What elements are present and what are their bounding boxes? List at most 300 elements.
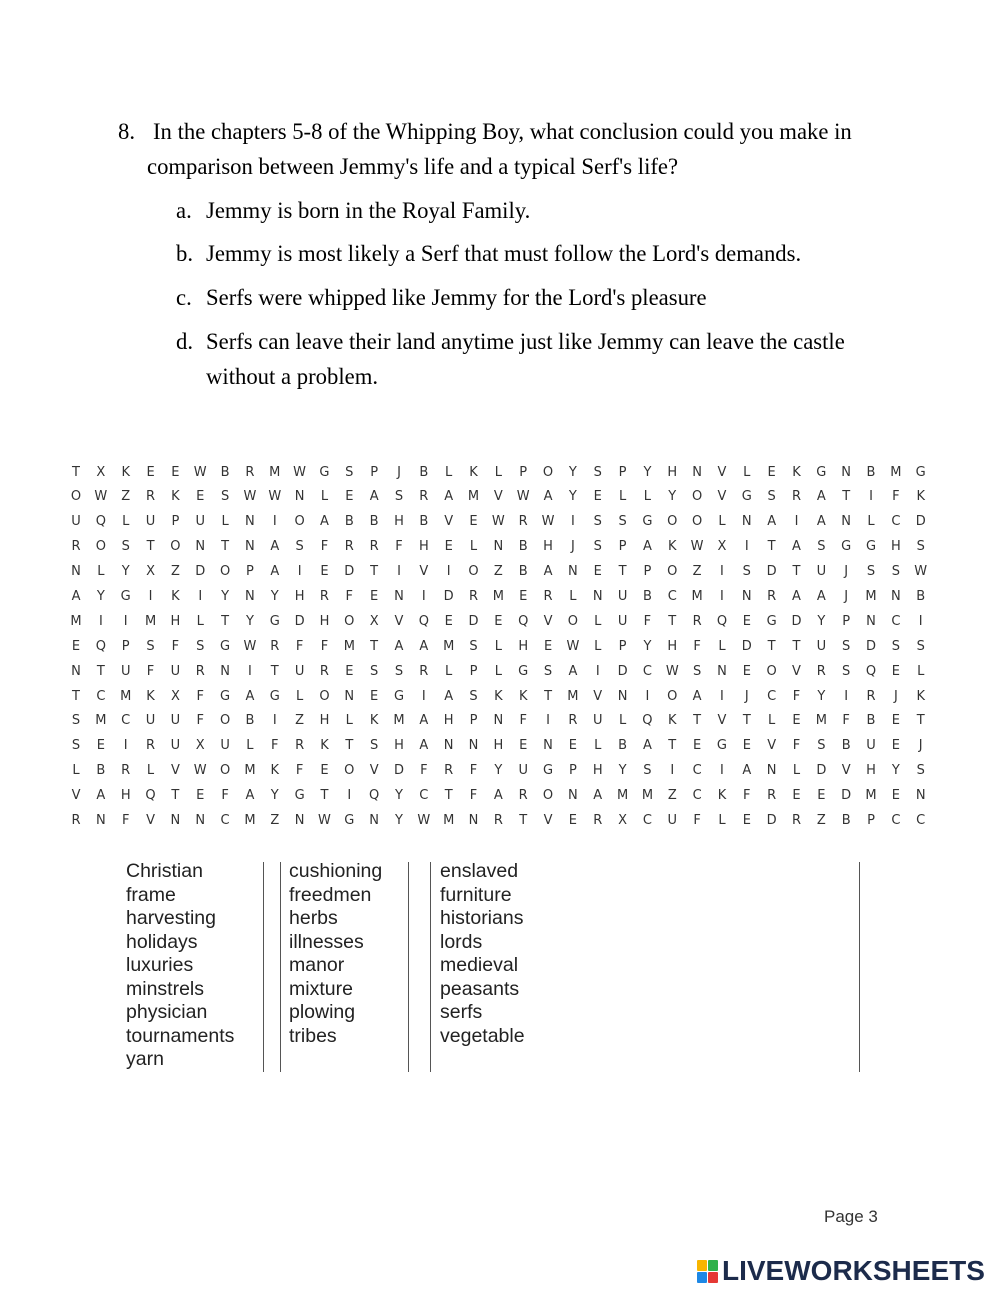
- grid-letter[interactable]: E: [891, 738, 900, 754]
- grid-letter[interactable]: Y: [817, 613, 826, 629]
- grid-letter[interactable]: A: [792, 588, 801, 604]
- grid-letter[interactable]: S: [692, 663, 702, 679]
- grid-letter[interactable]: D: [393, 763, 404, 779]
- grid-letter[interactable]: M: [120, 688, 132, 704]
- grid-letter[interactable]: W: [293, 464, 307, 480]
- grid-letter[interactable]: B: [419, 514, 429, 530]
- grid-letter[interactable]: C: [891, 514, 901, 530]
- grid-letter[interactable]: A: [593, 788, 603, 804]
- grid-letter[interactable]: K: [717, 788, 727, 804]
- grid-letter[interactable]: I: [123, 738, 128, 754]
- grid-letter[interactable]: F: [469, 763, 478, 779]
- grid-letter[interactable]: F: [320, 539, 329, 555]
- grid-letter[interactable]: G: [269, 688, 280, 704]
- grid-letter[interactable]: I: [869, 489, 873, 505]
- grid-letter[interactable]: A: [419, 713, 429, 729]
- grid-letter[interactable]: N: [866, 613, 876, 629]
- grid-letter[interactable]: S: [469, 688, 478, 704]
- grid-letter[interactable]: N: [394, 588, 404, 604]
- grid-letter[interactable]: Y: [817, 688, 826, 704]
- grid-letter[interactable]: M: [244, 763, 256, 779]
- grid-letter[interactable]: S: [817, 738, 826, 754]
- grid-letter[interactable]: F: [345, 588, 354, 604]
- grid-letter[interactable]: P: [469, 713, 478, 729]
- grid-letter[interactable]: S: [916, 638, 925, 654]
- grid-letter[interactable]: U: [816, 564, 827, 580]
- grid-letter[interactable]: A: [816, 489, 826, 505]
- grid-letter[interactable]: I: [720, 763, 724, 779]
- grid-letter[interactable]: P: [618, 464, 627, 480]
- grid-letter[interactable]: T: [370, 564, 379, 580]
- grid-letter[interactable]: G: [841, 539, 852, 555]
- grid-letter[interactable]: L: [718, 812, 726, 828]
- grid-letter[interactable]: H: [443, 713, 454, 729]
- grid-letter[interactable]: A: [742, 763, 752, 779]
- grid-letter[interactable]: M: [269, 464, 281, 480]
- grid-letter[interactable]: C: [891, 613, 901, 629]
- grid-letter[interactable]: D: [766, 564, 777, 580]
- grid-letter[interactable]: G: [269, 613, 280, 629]
- grid-letter[interactable]: F: [420, 763, 428, 779]
- grid-letter[interactable]: I: [123, 613, 128, 629]
- grid-letter[interactable]: C: [692, 788, 702, 804]
- grid-letter[interactable]: G: [915, 464, 926, 480]
- grid-letter[interactable]: F: [792, 688, 801, 704]
- grid-letter[interactable]: A: [270, 539, 280, 555]
- grid-letter[interactable]: E: [593, 489, 602, 505]
- grid-letter[interactable]: O: [344, 763, 355, 779]
- grid-letter[interactable]: N: [568, 788, 578, 804]
- grid-letter[interactable]: Y: [395, 812, 403, 828]
- grid-letter[interactable]: L: [221, 514, 229, 530]
- grid-letter[interactable]: L: [494, 638, 502, 654]
- grid-letter[interactable]: C: [916, 812, 926, 828]
- grid-letter[interactable]: N: [766, 763, 777, 779]
- grid-letter[interactable]: R: [692, 613, 702, 629]
- grid-letter[interactable]: F: [295, 638, 304, 654]
- grid-letter[interactable]: N: [245, 588, 255, 604]
- grid-letter[interactable]: R: [319, 588, 329, 604]
- grid-letter[interactable]: C: [767, 688, 777, 704]
- grid-letter[interactable]: F: [171, 638, 180, 654]
- grid-letter[interactable]: N: [692, 464, 702, 480]
- grid-letter[interactable]: V: [493, 489, 503, 505]
- grid-letter[interactable]: G: [543, 763, 554, 779]
- grid-letter[interactable]: D: [816, 763, 827, 779]
- grid-letter[interactable]: A: [369, 489, 379, 505]
- grid-letter[interactable]: L: [618, 489, 627, 505]
- grid-letter[interactable]: G: [518, 663, 529, 679]
- grid-letter[interactable]: Y: [568, 489, 577, 505]
- grid-letter[interactable]: A: [245, 788, 255, 804]
- grid-letter[interactable]: L: [618, 713, 627, 729]
- grid-letter[interactable]: L: [445, 464, 453, 480]
- grid-letter[interactable]: H: [418, 539, 429, 555]
- grid-letter[interactable]: O: [170, 539, 181, 555]
- option-a[interactable]: [176, 193, 886, 228]
- grid-letter[interactable]: W: [193, 464, 207, 480]
- grid-letter[interactable]: P: [618, 638, 627, 654]
- grid-letter[interactable]: N: [468, 812, 479, 828]
- grid-letter[interactable]: L: [196, 613, 204, 629]
- grid-letter[interactable]: F: [693, 638, 701, 654]
- grid-letter[interactable]: S: [394, 489, 404, 505]
- grid-letter[interactable]: F: [693, 812, 701, 828]
- grid-letter[interactable]: B: [841, 738, 851, 754]
- grid-letter[interactable]: N: [245, 514, 255, 530]
- grid-letter[interactable]: U: [294, 663, 305, 679]
- grid-letter[interactable]: T: [767, 638, 776, 654]
- grid-letter[interactable]: T: [146, 539, 155, 555]
- grid-letter[interactable]: W: [491, 514, 505, 530]
- grid-letter[interactable]: T: [444, 788, 453, 804]
- grid-letter[interactable]: E: [370, 688, 379, 704]
- grid-letter[interactable]: F: [146, 663, 155, 679]
- grid-letter[interactable]: I: [421, 688, 426, 704]
- grid-letter[interactable]: Q: [518, 613, 529, 629]
- grid-letter[interactable]: N: [195, 812, 206, 828]
- grid-letter[interactable]: T: [693, 713, 702, 729]
- grid-letter[interactable]: X: [146, 564, 155, 580]
- grid-letter[interactable]: N: [71, 564, 81, 580]
- grid-letter[interactable]: C: [667, 588, 677, 604]
- grid-letter[interactable]: L: [594, 738, 602, 754]
- grid-letter[interactable]: C: [642, 663, 652, 679]
- grid-letter[interactable]: V: [767, 738, 777, 754]
- grid-letter[interactable]: H: [493, 738, 504, 754]
- grid-letter[interactable]: O: [667, 688, 678, 704]
- grid-letter[interactable]: Y: [245, 613, 254, 629]
- grid-letter[interactable]: A: [493, 788, 503, 804]
- grid-letter[interactable]: S: [842, 663, 851, 679]
- grid-letter[interactable]: I: [844, 688, 849, 704]
- grid-letter[interactable]: U: [170, 713, 181, 729]
- grid-letter[interactable]: A: [568, 663, 578, 679]
- grid-letter[interactable]: H: [667, 464, 678, 480]
- grid-letter[interactable]: B: [369, 514, 379, 530]
- grid-letter[interactable]: J: [918, 738, 923, 754]
- grid-letter[interactable]: U: [617, 588, 628, 604]
- grid-letter[interactable]: U: [145, 713, 156, 729]
- grid-letter[interactable]: Z: [121, 489, 131, 505]
- grid-letter[interactable]: R: [71, 539, 81, 555]
- grid-letter[interactable]: B: [618, 738, 628, 754]
- grid-letter[interactable]: I: [272, 514, 277, 530]
- grid-letter[interactable]: P: [519, 464, 528, 480]
- grid-letter[interactable]: S: [593, 464, 602, 480]
- grid-letter[interactable]: H: [294, 588, 305, 604]
- grid-letter[interactable]: N: [617, 688, 628, 704]
- grid-letter[interactable]: R: [245, 464, 255, 480]
- grid-letter[interactable]: A: [543, 489, 553, 505]
- grid-letter[interactable]: T: [72, 688, 80, 704]
- grid-letter[interactable]: R: [791, 812, 801, 828]
- grid-letter[interactable]: Y: [96, 588, 105, 604]
- grid-letter[interactable]: L: [122, 514, 130, 530]
- grid-letter[interactable]: L: [594, 638, 602, 654]
- grid-letter[interactable]: H: [394, 514, 404, 530]
- grid-letter[interactable]: K: [469, 464, 478, 480]
- grid-letter[interactable]: M: [393, 713, 405, 729]
- grid-letter[interactable]: S: [370, 663, 379, 679]
- grid-letter[interactable]: B: [916, 588, 926, 604]
- grid-letter[interactable]: F: [743, 788, 751, 804]
- grid-letter[interactable]: P: [842, 613, 851, 629]
- grid-letter[interactable]: X: [369, 613, 379, 629]
- grid-letter[interactable]: I: [248, 663, 252, 679]
- grid-letter[interactable]: C: [121, 713, 131, 729]
- grid-letter[interactable]: R: [593, 812, 603, 828]
- grid-letter[interactable]: D: [741, 638, 752, 654]
- grid-letter[interactable]: E: [71, 638, 81, 654]
- grid-letter[interactable]: R: [419, 489, 429, 505]
- grid-letter[interactable]: I: [595, 663, 600, 679]
- grid-letter[interactable]: R: [295, 738, 305, 754]
- grid-letter[interactable]: O: [468, 564, 479, 580]
- grid-letter[interactable]: I: [272, 713, 277, 729]
- grid-letter[interactable]: L: [320, 489, 329, 505]
- grid-letter[interactable]: D: [195, 564, 206, 580]
- grid-letter[interactable]: K: [320, 738, 329, 754]
- grid-letter[interactable]: G: [220, 688, 231, 704]
- grid-letter[interactable]: E: [568, 738, 577, 754]
- grid-letter[interactable]: T: [668, 613, 677, 629]
- grid-letter[interactable]: K: [518, 688, 528, 704]
- liveworksheets-logo[interactable]: [697, 1256, 985, 1286]
- grid-letter[interactable]: A: [419, 638, 429, 654]
- grid-letter[interactable]: V: [170, 763, 180, 779]
- grid-letter[interactable]: S: [643, 763, 652, 779]
- grid-letter[interactable]: I: [720, 564, 724, 580]
- grid-letter[interactable]: A: [444, 489, 454, 505]
- grid-letter[interactable]: N: [568, 564, 578, 580]
- grid-letter[interactable]: I: [297, 564, 302, 580]
- grid-letter[interactable]: T: [544, 688, 553, 704]
- grid-letter[interactable]: A: [816, 514, 826, 530]
- grid-letter[interactable]: U: [592, 713, 603, 729]
- grid-letter[interactable]: L: [718, 514, 726, 530]
- grid-letter[interactable]: N: [741, 514, 752, 530]
- grid-letter[interactable]: H: [543, 539, 553, 555]
- grid-letter[interactable]: V: [71, 788, 81, 804]
- grid-letter[interactable]: H: [120, 788, 131, 804]
- grid-letter[interactable]: F: [271, 738, 279, 754]
- grid-letter[interactable]: R: [468, 588, 479, 604]
- grid-letter[interactable]: J: [570, 539, 575, 555]
- grid-letter[interactable]: E: [543, 638, 553, 654]
- grid-letter[interactable]: A: [543, 564, 553, 580]
- grid-letter[interactable]: L: [643, 489, 652, 505]
- grid-letter[interactable]: A: [270, 564, 280, 580]
- grid-letter[interactable]: A: [444, 688, 454, 704]
- grid-letter[interactable]: L: [246, 738, 254, 754]
- grid-letter[interactable]: Q: [145, 788, 156, 804]
- grid-letter[interactable]: Q: [642, 713, 653, 729]
- grid-letter[interactable]: L: [594, 613, 602, 629]
- grid-letter[interactable]: W: [243, 638, 257, 654]
- grid-letter[interactable]: A: [642, 539, 652, 555]
- grid-letter[interactable]: U: [170, 738, 181, 754]
- grid-letter[interactable]: B: [96, 763, 106, 779]
- grid-letter[interactable]: N: [468, 738, 479, 754]
- grid-letter[interactable]: T: [171, 788, 180, 804]
- grid-letter[interactable]: A: [245, 688, 255, 704]
- grid-letter[interactable]: E: [171, 464, 180, 480]
- grid-letter[interactable]: V: [717, 489, 727, 505]
- grid-letter[interactable]: P: [171, 514, 180, 530]
- grid-letter[interactable]: F: [643, 613, 652, 629]
- grid-letter[interactable]: A: [792, 539, 801, 555]
- grid-letter[interactable]: N: [245, 539, 255, 555]
- grid-letter[interactable]: P: [643, 564, 652, 580]
- grid-letter[interactable]: E: [767, 464, 776, 480]
- grid-letter[interactable]: V: [444, 514, 454, 530]
- grid-letter[interactable]: R: [319, 663, 329, 679]
- grid-letter[interactable]: Z: [270, 812, 280, 828]
- grid-letter[interactable]: E: [370, 588, 379, 604]
- grid-letter[interactable]: U: [518, 763, 528, 779]
- grid-letter[interactable]: Z: [816, 812, 826, 828]
- grid-letter[interactable]: T: [742, 713, 751, 729]
- grid-letter[interactable]: L: [72, 763, 80, 779]
- grid-letter[interactable]: D: [766, 812, 777, 828]
- grid-letter[interactable]: M: [467, 489, 480, 505]
- grid-letter[interactable]: P: [246, 564, 254, 580]
- grid-letter[interactable]: M: [492, 588, 504, 604]
- grid-letter[interactable]: K: [668, 713, 677, 729]
- grid-letter[interactable]: B: [518, 539, 528, 555]
- grid-letter[interactable]: F: [892, 489, 900, 505]
- grid-letter[interactable]: D: [841, 788, 852, 804]
- grid-letter[interactable]: K: [171, 588, 180, 604]
- grid-letter[interactable]: Q: [369, 788, 380, 804]
- grid-letter[interactable]: R: [518, 514, 528, 530]
- grid-letter[interactable]: Q: [716, 613, 728, 629]
- grid-letter[interactable]: L: [917, 663, 925, 679]
- grid-letter[interactable]: O: [667, 564, 678, 580]
- grid-letter[interactable]: W: [541, 514, 555, 530]
- grid-letter[interactable]: S: [593, 539, 602, 555]
- grid-letter[interactable]: R: [71, 812, 81, 828]
- grid-letter[interactable]: S: [71, 738, 81, 754]
- grid-letter[interactable]: H: [170, 613, 181, 629]
- grid-letter[interactable]: K: [270, 763, 280, 779]
- grid-letter[interactable]: S: [916, 763, 925, 779]
- grid-letter[interactable]: E: [742, 738, 751, 754]
- grid-letter[interactable]: S: [370, 738, 379, 754]
- grid-letter[interactable]: Z: [667, 788, 677, 804]
- grid-letter[interactable]: N: [95, 812, 106, 828]
- grid-letter[interactable]: W: [318, 812, 331, 828]
- grid-letter[interactable]: E: [742, 812, 751, 828]
- grid-letter[interactable]: X: [717, 539, 727, 555]
- grid-letter[interactable]: D: [915, 514, 926, 530]
- grid-letter[interactable]: I: [720, 688, 724, 704]
- grid-letter[interactable]: S: [866, 564, 876, 580]
- grid-letter[interactable]: Q: [865, 663, 877, 679]
- grid-letter[interactable]: D: [791, 613, 802, 629]
- grid-letter[interactable]: M: [343, 638, 355, 654]
- grid-letter[interactable]: H: [319, 713, 330, 729]
- grid-letter[interactable]: N: [890, 588, 901, 604]
- grid-letter[interactable]: E: [469, 514, 478, 530]
- grid-letter[interactable]: E: [817, 788, 826, 804]
- grid-letter[interactable]: W: [665, 663, 679, 679]
- grid-letter[interactable]: H: [518, 638, 529, 654]
- grid-letter[interactable]: A: [767, 514, 777, 530]
- grid-letter[interactable]: J: [844, 564, 849, 580]
- grid-letter[interactable]: V: [543, 812, 553, 828]
- grid-letter[interactable]: F: [320, 638, 329, 654]
- grid-letter[interactable]: E: [320, 763, 329, 779]
- grid-letter[interactable]: U: [120, 663, 131, 679]
- grid-letter[interactable]: Y: [618, 763, 627, 779]
- grid-letter[interactable]: U: [195, 514, 205, 530]
- grid-letter[interactable]: W: [566, 638, 580, 654]
- grid-letter[interactable]: M: [691, 588, 703, 604]
- grid-letter[interactable]: R: [270, 638, 280, 654]
- grid-letter[interactable]: S: [295, 539, 304, 555]
- grid-letter[interactable]: M: [616, 788, 629, 804]
- grid-letter[interactable]: S: [593, 514, 602, 530]
- grid-letter[interactable]: E: [146, 464, 155, 480]
- grid-letter[interactable]: R: [419, 663, 429, 679]
- grid-letter[interactable]: I: [148, 588, 153, 604]
- grid-letter[interactable]: Y: [568, 464, 577, 480]
- grid-letter[interactable]: T: [668, 738, 677, 754]
- grid-letter[interactable]: R: [568, 713, 578, 729]
- grid-letter[interactable]: W: [516, 489, 530, 505]
- grid-letter[interactable]: N: [443, 738, 454, 754]
- grid-letter[interactable]: P: [867, 812, 875, 828]
- grid-letter[interactable]: Q: [95, 638, 106, 654]
- grid-letter[interactable]: F: [221, 788, 229, 804]
- grid-letter[interactable]: W: [243, 489, 257, 505]
- grid-letter[interactable]: K: [369, 713, 379, 729]
- grid-letter[interactable]: E: [792, 788, 801, 804]
- grid-letter[interactable]: B: [866, 713, 876, 729]
- grid-letter[interactable]: V: [717, 713, 727, 729]
- grid-letter[interactable]: X: [195, 738, 205, 754]
- grid-letter[interactable]: T: [221, 539, 230, 555]
- grid-letter[interactable]: L: [494, 663, 502, 679]
- grid-letter[interactable]: E: [693, 738, 702, 754]
- grid-letter[interactable]: F: [469, 788, 478, 804]
- grid-letter[interactable]: H: [866, 763, 876, 779]
- grid-letter[interactable]: R: [493, 812, 503, 828]
- grid-letter[interactable]: S: [742, 564, 751, 580]
- grid-letter[interactable]: B: [841, 812, 851, 828]
- grid-letter[interactable]: L: [97, 564, 105, 580]
- grid-letter[interactable]: B: [220, 464, 230, 480]
- grid-letter[interactable]: S: [121, 539, 130, 555]
- grid-letter[interactable]: V: [394, 613, 404, 629]
- grid-letter[interactable]: L: [768, 713, 776, 729]
- grid-letter[interactable]: R: [543, 588, 553, 604]
- grid-letter[interactable]: I: [744, 539, 749, 555]
- grid-letter[interactable]: L: [146, 763, 155, 779]
- grid-letter[interactable]: C: [642, 812, 652, 828]
- grid-letter[interactable]: R: [791, 489, 801, 505]
- grid-letter[interactable]: E: [444, 613, 453, 629]
- grid-letter[interactable]: G: [716, 738, 727, 754]
- grid-letter[interactable]: F: [295, 763, 304, 779]
- grid-letter[interactable]: D: [617, 663, 628, 679]
- grid-letter[interactable]: N: [915, 788, 926, 804]
- grid-letter[interactable]: W: [914, 564, 928, 580]
- option-c[interactable]: [176, 280, 886, 315]
- grid-letter[interactable]: D: [866, 638, 877, 654]
